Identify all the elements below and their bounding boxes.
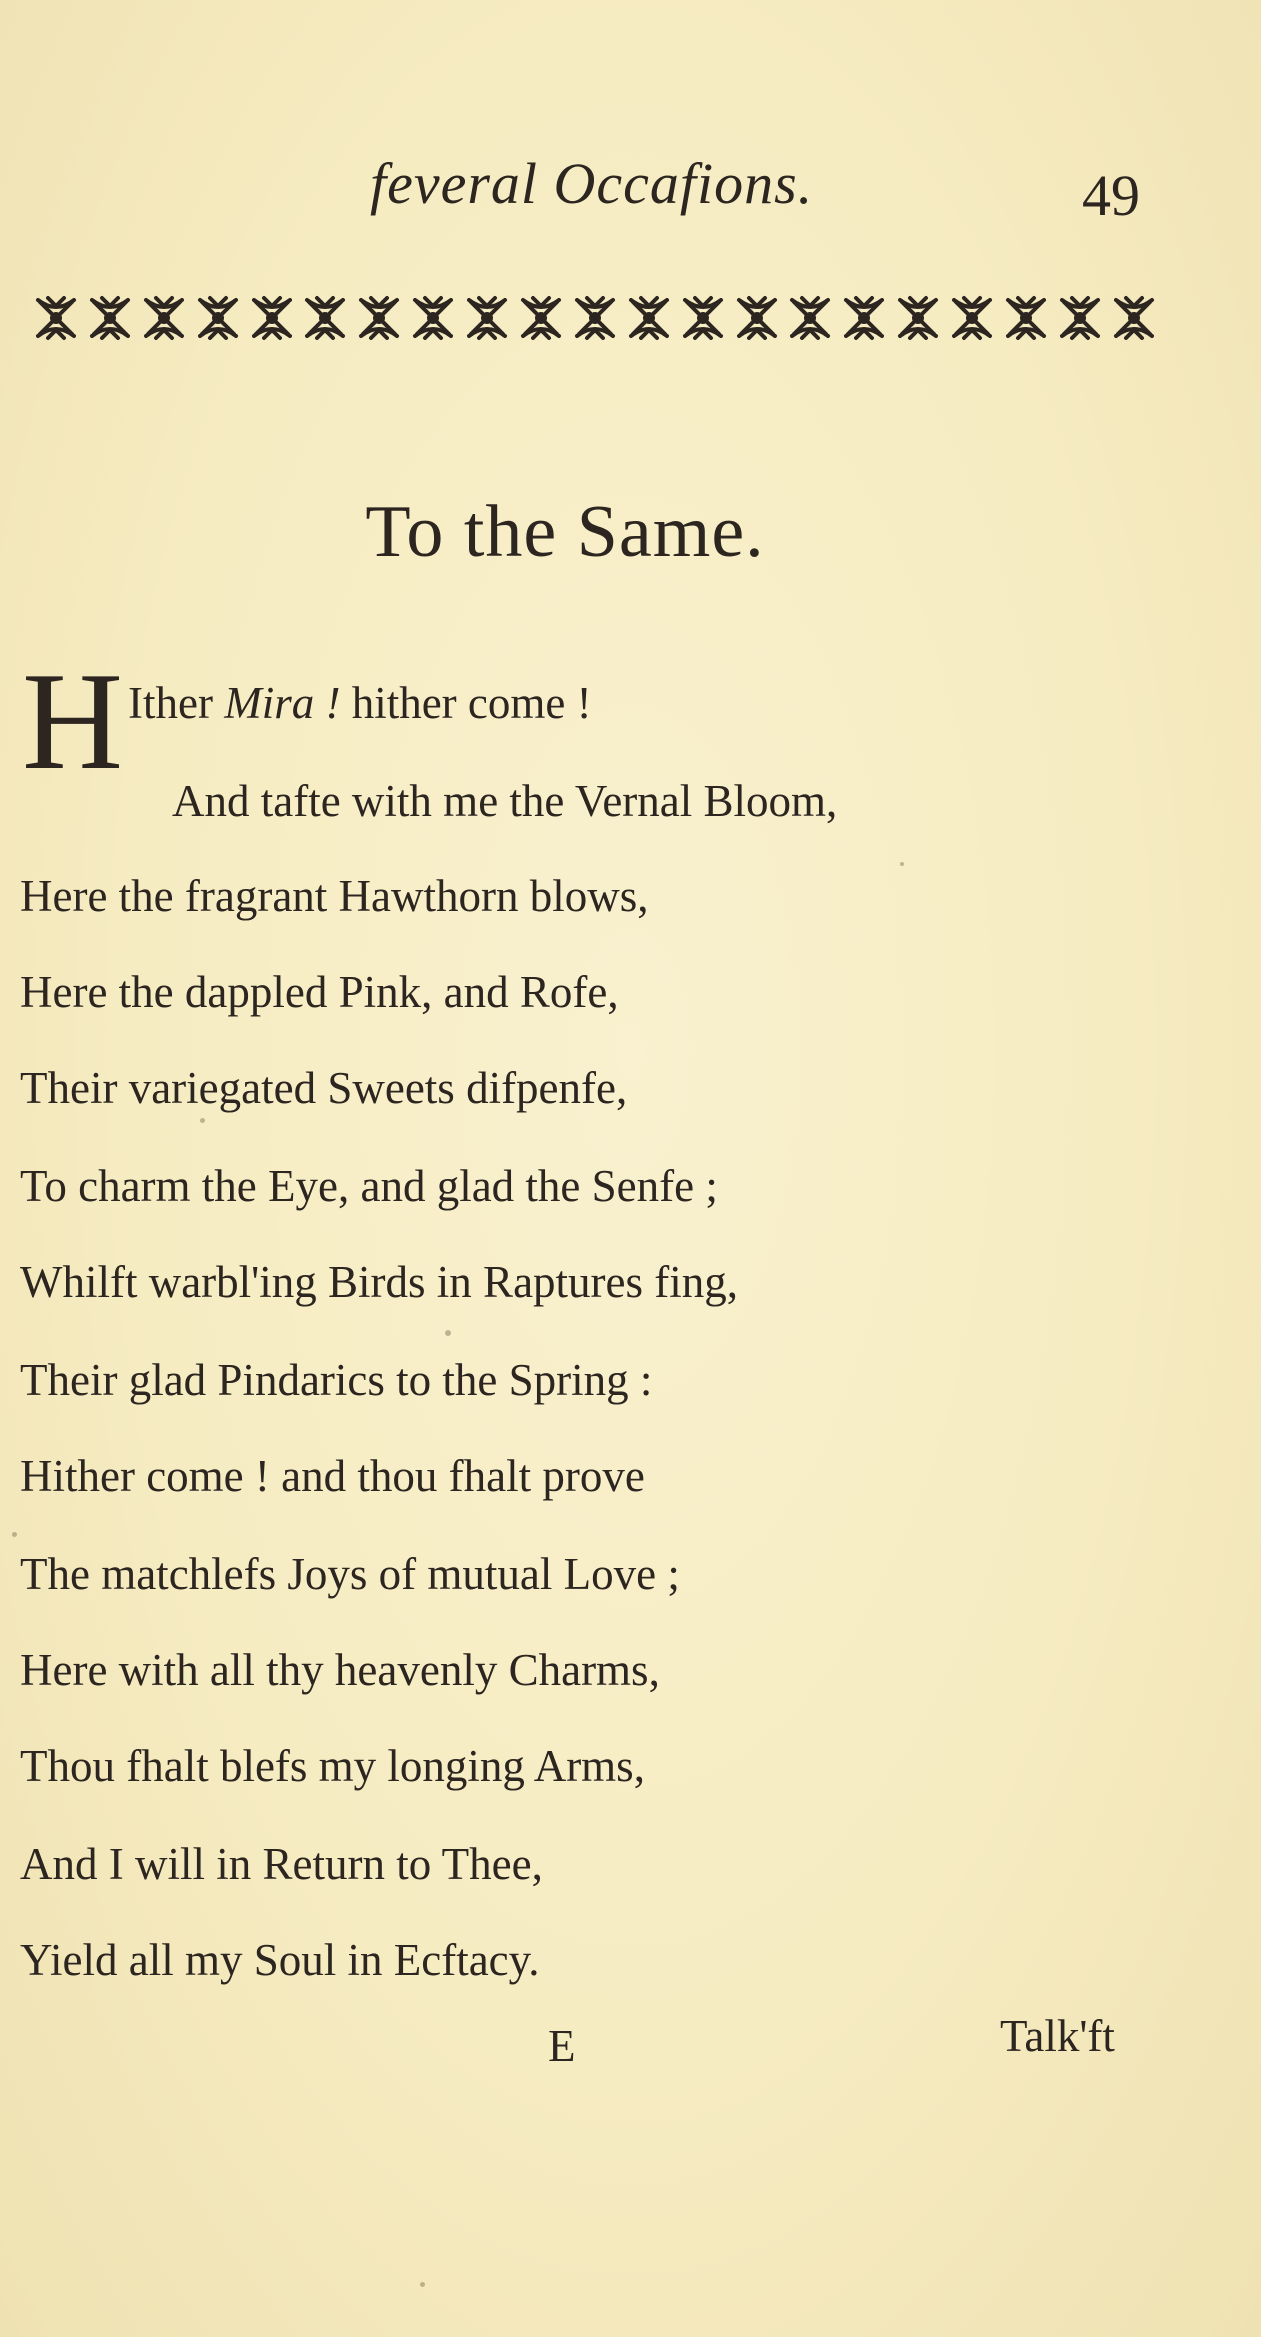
- poem-line-1: [128, 677, 592, 729]
- poem-title: To the Same.: [365, 491, 765, 573]
- ornament-flourish-icon: [299, 292, 351, 344]
- ornament-flourish-icon: [569, 292, 621, 344]
- paper-speck: [900, 862, 904, 866]
- ornament-flourish-icon: [623, 292, 675, 344]
- poem-line: And I will in Return to Thee,: [20, 1839, 543, 1889]
- poem-line: Whilft warbl'ing Birds in Raptures fing,: [20, 1257, 739, 1307]
- drop-cap: H: [22, 644, 124, 799]
- ornament-flourish-icon: [407, 292, 459, 344]
- ornament-flourish-icon: [892, 292, 944, 344]
- ornament-flourish-icon: [1108, 292, 1160, 344]
- ornament-flourish-icon: [192, 292, 244, 344]
- ornament-flourish-icon: [784, 292, 836, 344]
- poem-line: The matchlefs Joys of mutual Love ;: [20, 1549, 680, 1599]
- poem-line: And tafte with me the Vernal Bloom,: [172, 776, 838, 826]
- decorative-ornament-border: [30, 292, 1160, 344]
- poem-line: Here the fragrant Hawthorn blows,: [20, 871, 649, 921]
- ornament-flourish-icon: [515, 292, 567, 344]
- ornament-flourish-icon: [138, 292, 190, 344]
- paper-speck: [12, 1532, 17, 1537]
- poem-line: Here with all thy heavenly Charms,: [20, 1645, 660, 1695]
- paper-speck: [445, 1330, 451, 1336]
- ornament-flourish-icon: [1000, 292, 1052, 344]
- poem-line: Their variegated Sweets difpenfe,: [20, 1063, 628, 1113]
- poem-line: Hither come ! and thou fhalt prove: [20, 1451, 645, 1501]
- ornament-flourish-icon: [677, 292, 729, 344]
- first-line-end: hither come !: [351, 678, 592, 728]
- ornament-flourish-icon: [353, 292, 405, 344]
- poem-line: Their glad Pindarics to the Spring :: [20, 1355, 653, 1405]
- running-head: feveral Occafions.: [370, 151, 814, 216]
- ornament-flourish-icon: [30, 292, 82, 344]
- poem-line: To charm the Eye, and glad the Senfe ;: [20, 1161, 718, 1211]
- ornament-flourish-icon: [246, 292, 298, 344]
- first-line-name: Mira !: [224, 678, 341, 728]
- ornament-flourish-icon: [461, 292, 513, 344]
- ornament-flourish-icon: [84, 292, 136, 344]
- first-line-start: Ither: [128, 678, 213, 728]
- paper-speck: [200, 1118, 205, 1123]
- poem-line: Yield all my Soul in Ecftacy.: [20, 1935, 540, 1985]
- poem-line: Here the dappled Pink, and Rofe,: [20, 967, 619, 1017]
- page-number: 49: [1082, 163, 1140, 228]
- signature-mark: E: [548, 2021, 576, 2071]
- paper-speck: [420, 2282, 425, 2287]
- poem-line: Thou fhalt blefs my longing Arms,: [20, 1741, 645, 1791]
- catchword: Talk'ft: [1000, 2011, 1115, 2061]
- ornament-flourish-icon: [731, 292, 783, 344]
- ornament-flourish-icon: [946, 292, 998, 344]
- ornament-flourish-icon: [838, 292, 890, 344]
- ornament-flourish-icon: [1054, 292, 1106, 344]
